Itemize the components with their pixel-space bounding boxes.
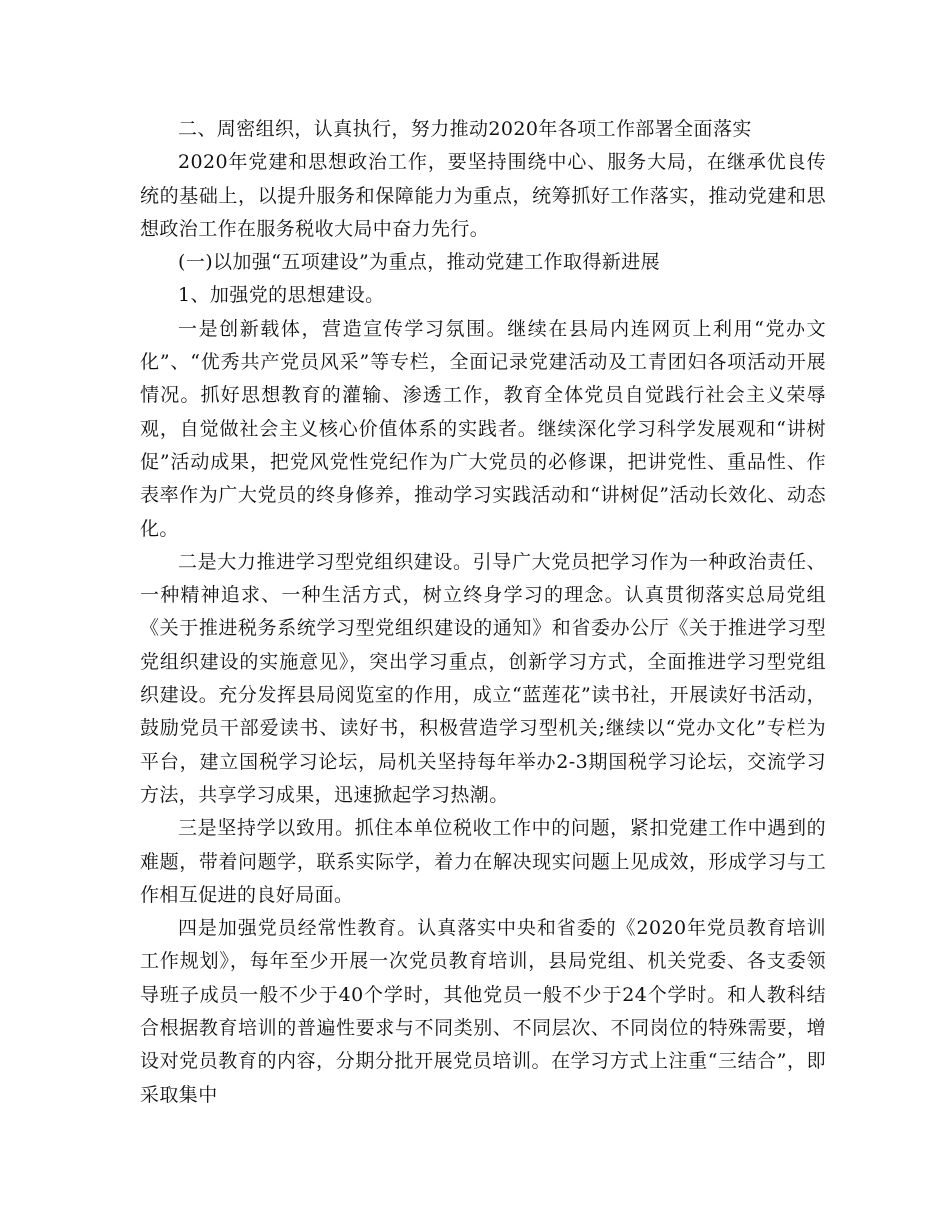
document-body	[140, 113, 826, 1112]
body-paragraph: 二是大力推进学习型党组织建设。引导广大党员把学习作为一种政治责任、一种精神追求、一种生活方式，树立终身学习的理念。认真贯彻落实总局党组《关于推进税务系统学习型党组织建设的通知》和省委办公厅《关于推进学习型党组织建设的实施意见》，突出学习重点，创新学习方式，全面推进学习型党组织建设。充分发挥县局阅览室的作用，成立“蓝莲花”读书社，开展读好书活动，鼓励党员干部爱读书、读好书，积极营造学习型机关;继续以“党办文化”专栏为平台，建立国税学习论坛，局机关坚持每年举办2-3期国税学习论坛，交流学习方法，共享学习成果，迅速掀起学习热潮。	[140, 550, 826, 806]
item-heading: 1、加强党的思想建设。	[178, 284, 385, 307]
body-paragraph: 一是创新载体，营造宣传学习氛围。继续在县局内连网页上利用“党办文化”、“优秀共产党员风采”等专栏，全面记录党建活动及工青团妇各项活动开展情况。抓好思想教育的灌输、渗透工作，教育全体党员自觉践行社会主义荣辱观，自觉做社会主义核心价值体系的实践者。继续深化学习科学发展观和“讲树促”活动成果，把党风党性党纪作为广大党员的必修课，把讲党性、重品性、作表率作为广大党员的终身修养，推动学习实践活动和“讲树促”活动长效化、动态化。	[140, 317, 826, 540]
section-heading: 二、周密组织，认真执行，努力推动2020年各项工作部署全面落实	[178, 118, 752, 140]
body-paragraph: 三是坚持学以致用。抓住本单位税收工作中的问题，紧扣党建工作中遇到的难题，带着问题学，联系实际学，着力在解决现实问题上见成效，形成学习与工作相互促进的良好局面。	[140, 817, 826, 906]
intro-paragraph: 2020年党建和思想政治工作，要坚持围绕中心、服务大局，在继承优良传统的基础上，以提升服务和保障能力为重点，统筹抓好工作落实，推动党建和思想政治工作在服务税收大局中奋力先行。	[140, 151, 826, 240]
subsection-heading: (一)以加强“五项建设”为重点，推动党建工作取得新进展	[178, 251, 661, 274]
body-paragraph: 四是加强党员经常性教育。认真落实中央和省委的《2020年党员教育培训工作规划》，每年至少开展一次党员教育培训，县局党组、机关党委、各支委领导班子成员一般不少于40个学时，其他党员一般不少于24个学时。和人教科结合根据教育培训的普遍性要求与不同类别、不同层次、不同岗位的特殊需要，增设对党员教育的内容，分期分批开展党员培训。在学习方式上注重“三结合”，即采取集中	[140, 917, 826, 1106]
